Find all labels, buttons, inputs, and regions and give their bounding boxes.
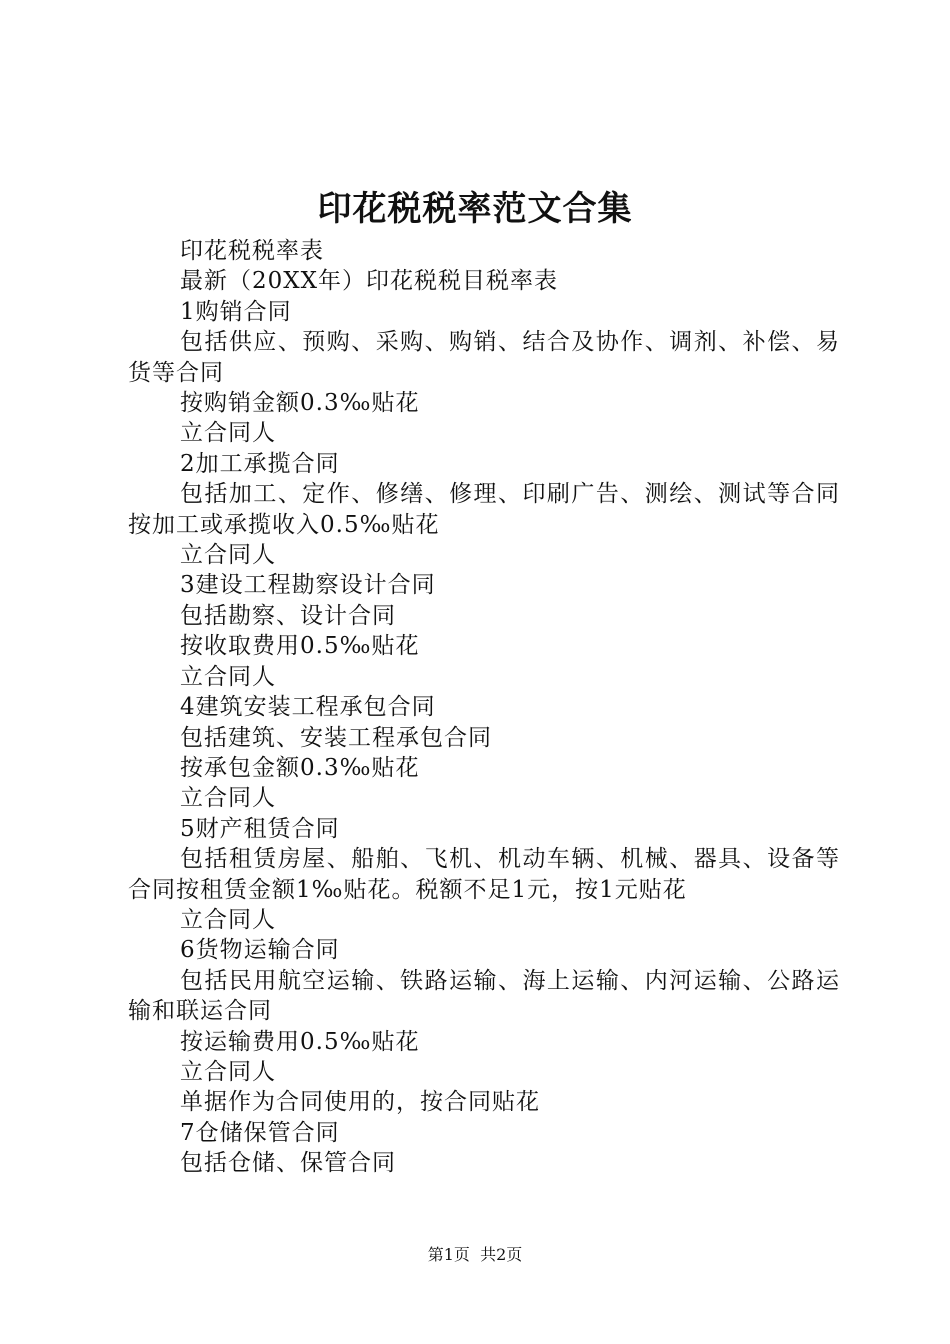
document-body — [128, 236, 840, 1179]
section-heading: 2加工承揽合同 — [180, 450, 340, 477]
section-heading: 1购销合同 — [180, 298, 292, 325]
section-heading: 6货物运输合同 — [180, 937, 340, 964]
text-line: 立合同人 — [180, 542, 276, 569]
page-number: 第1页 — [427, 1245, 470, 1264]
section-heading: 4建筑安装工程承包合同 — [180, 694, 436, 721]
text-paragraph: 包括租赁房屋、船舶、飞机、机动车辆、机械、器具、设备等合同按租赁金额1‰贴花。税额不足1元，按1元贴花 — [128, 846, 840, 903]
text-line: 按承包金额0.3‰贴花 — [180, 754, 420, 781]
text-line: 单据作为合同使用的，按合同贴花 — [180, 1089, 540, 1116]
text-line: 最新（20XX年）印花税税目税率表 — [180, 268, 559, 295]
text-line: 包括勘察、设计合同 — [180, 602, 396, 629]
text-line: 按购销金额0.3‰贴花 — [180, 390, 420, 417]
page-footer — [0, 1244, 950, 1266]
text-line: 立合同人 — [180, 906, 276, 933]
text-paragraph: 包括供应、预购、采购、购销、结合及协作、调剂、补偿、易货等合同 — [128, 329, 840, 386]
section-heading: 5财产租赁合同 — [180, 815, 340, 842]
section-heading: 7仓储保管合同 — [180, 1119, 340, 1146]
text-line: 按运输费用0.5‰贴花 — [180, 1028, 420, 1055]
text-line: 立合同人 — [180, 1058, 276, 1085]
text-paragraph: 包括民用航空运输、铁路运输、海上运输、内河运输、公路运输和联运合同 — [128, 967, 840, 1025]
text-line: 立合同人 — [180, 663, 276, 690]
text-line: 立合同人 — [180, 785, 276, 812]
document-title: 印花税税率范文合集 — [317, 189, 633, 229]
text-line: 立合同人 — [180, 420, 276, 447]
text-line: 按收取费用0.5‰贴花 — [180, 633, 420, 660]
text-line: 包括建筑、安装工程承包合同 — [180, 724, 492, 751]
text-line: 印花税税率表 — [180, 238, 324, 264]
text-line: 包括仓储、保管合同 — [180, 1150, 396, 1177]
text-paragraph: 包括加工、定作、修缮、修理、印刷广告、测绘、测试等合同按加工或承揽收入0.5‰贴花 — [128, 481, 840, 538]
section-heading: 3建设工程勘察设计合同 — [180, 572, 436, 599]
page-total: 共2页 — [480, 1245, 523, 1264]
